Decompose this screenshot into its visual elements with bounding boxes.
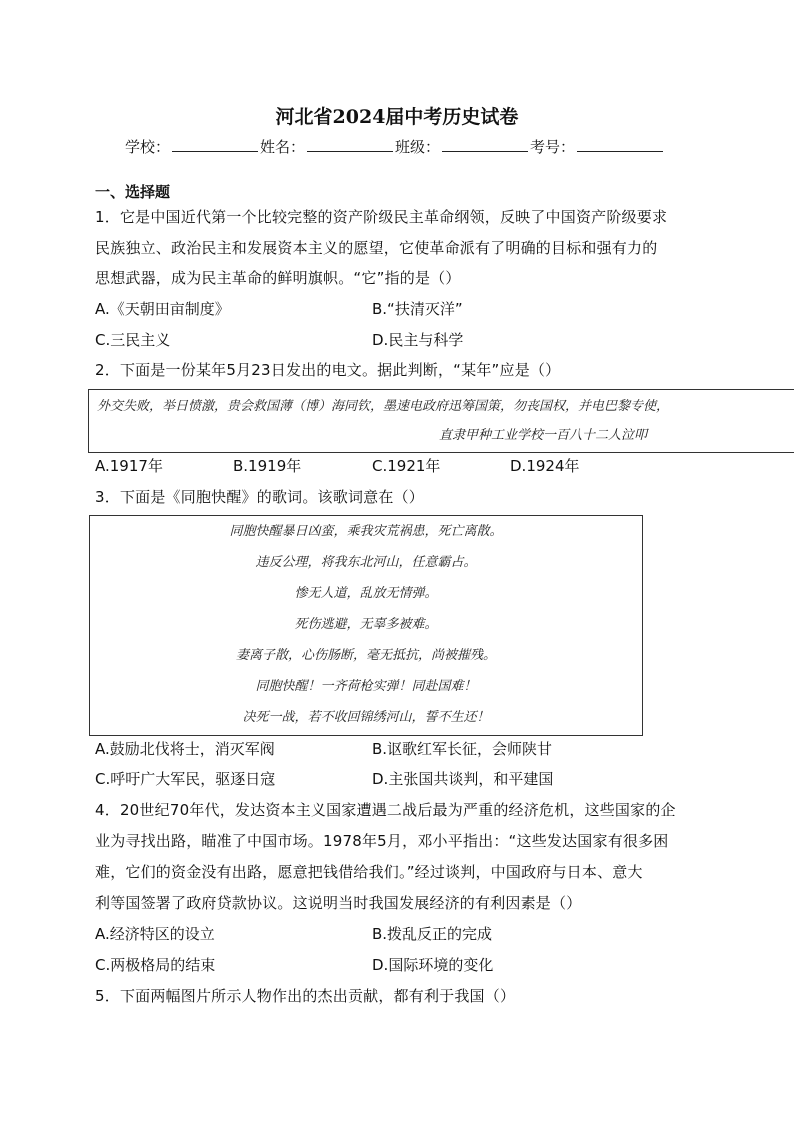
school-blank[interactable] (172, 137, 258, 152)
q1-option-c[interactable]: C.三民主义 (95, 331, 171, 349)
q4-option-d[interactable]: D.国际环境的变化 (372, 956, 494, 974)
lyrics-line-3: 惨无人道，乱放无情弹。 (294, 586, 438, 601)
name-blank[interactable] (307, 137, 393, 152)
lyrics-line-6: 同胞快醒！一齐荷枪实弹！同赴国难！ (255, 679, 477, 694)
q3-option-a[interactable]: A.鼓励北伐将士，消灭军阀 (95, 740, 275, 758)
q2-option-b[interactable]: B.1919年 (233, 457, 302, 475)
q4-option-b[interactable]: B.拨乱反正的完成 (372, 925, 493, 943)
lyrics-line-2: 违反公理，将我东北河山，任意霸占。 (255, 555, 477, 570)
q4-line-2: 业为寻找出路，瞄准了中国市场。1978年5月，邓小平指出：“这些发达国家有很多困 (95, 832, 669, 850)
q2-option-c[interactable]: C.1921年 (372, 457, 441, 475)
student-info-row (125, 136, 665, 157)
q2-option-d[interactable]: D.1924年 (510, 457, 580, 475)
class-blank[interactable] (442, 137, 528, 152)
q2-option-a[interactable]: A.1917年 (95, 457, 163, 475)
q2-line: 2．下面是一份某年5月23日发出的电文。据此判断，“某年”应是（） (95, 361, 561, 379)
q4-line-4: 利等国签署了政府贷款协议。这说明当时我国发展经济的有利因素是（） (95, 894, 582, 912)
q3-option-c[interactable]: C.呼吁广大军民，驱逐日寇 (95, 770, 276, 788)
q1-line-1: 1．它是中国近代第一个比较完整的资产阶级民主革命纲领，反映了中国资产阶级要求 (95, 208, 668, 226)
telegram-text: 外交失败，举日愤激，贵会救国薄（博）海同钦，墨速电政府迅筹国策，勿丧国权，并电巴黎专使， (97, 399, 670, 414)
q4-line-1: 4．20世纪70年代，发达资本主义国家遭遇二战后最为严重的经济危机，这些国家的企 (95, 801, 676, 819)
lyrics-box (89, 515, 643, 736)
lyrics-line-4: 死伤逃避，无辜多被难。 (294, 617, 438, 632)
lyrics-line-5: 妻离子散，心伤肠断，毫无抵抗，尚被摧残。 (235, 648, 496, 663)
name-label: 姓名： (260, 138, 306, 156)
number-blank[interactable] (577, 137, 663, 152)
school-label: 学校： (125, 138, 171, 156)
telegram-signature: 直隶甲种工业学校一百八十二人泣叩 (439, 428, 648, 443)
q1-option-d[interactable]: D.民主与科学 (372, 331, 464, 349)
exam-title: 河北省2024届中考历史试卷 (275, 106, 519, 128)
q4-line-3: 难，它们的资金没有出路，愿意把钱借给我们。”经过谈判，中国政府与日本、意大 (95, 863, 643, 881)
telegram-box (88, 389, 794, 453)
number-label: 考号： (530, 138, 576, 156)
lyrics-line-7: 决死一战，若不收回锦绣河山，誓不生还！ (242, 710, 490, 725)
class-label: 班级： (395, 138, 441, 156)
q4-option-c[interactable]: C.两极格局的结束 (95, 956, 216, 974)
q1-line-2: 民族独立、政治民主和发展资本主义的愿望，它使革命派有了明确的目标和强有力的 (95, 239, 658, 257)
q3-option-d[interactable]: D.主张国共谈判，和平建国 (372, 770, 554, 788)
q3-line: 3．下面是《同胞快醒》的歌词。该歌词意在（） (95, 488, 424, 506)
section-heading: 一、选择题 (95, 183, 171, 201)
lyrics-line-1: 同胞快醒暴日凶蛮，乘我灾荒祸患，死亡离散。 (229, 524, 503, 539)
q5-line: 5．下面两幅图片所示人物作出的杰出贡献，都有利于我国（） (95, 987, 516, 1005)
q4-option-a[interactable]: A.经济特区的设立 (95, 925, 215, 943)
q1-option-b[interactable]: B.“扶清灭洋” (372, 300, 463, 318)
q1-option-a[interactable]: A.《天朝田亩制度》 (95, 300, 230, 318)
q3-option-b[interactable]: B.讴歌红军长征，会师陕甘 (372, 740, 553, 758)
q1-line-3: 思想武器，成为民主革命的鲜明旗帜。“它”指的是（） (95, 269, 461, 287)
